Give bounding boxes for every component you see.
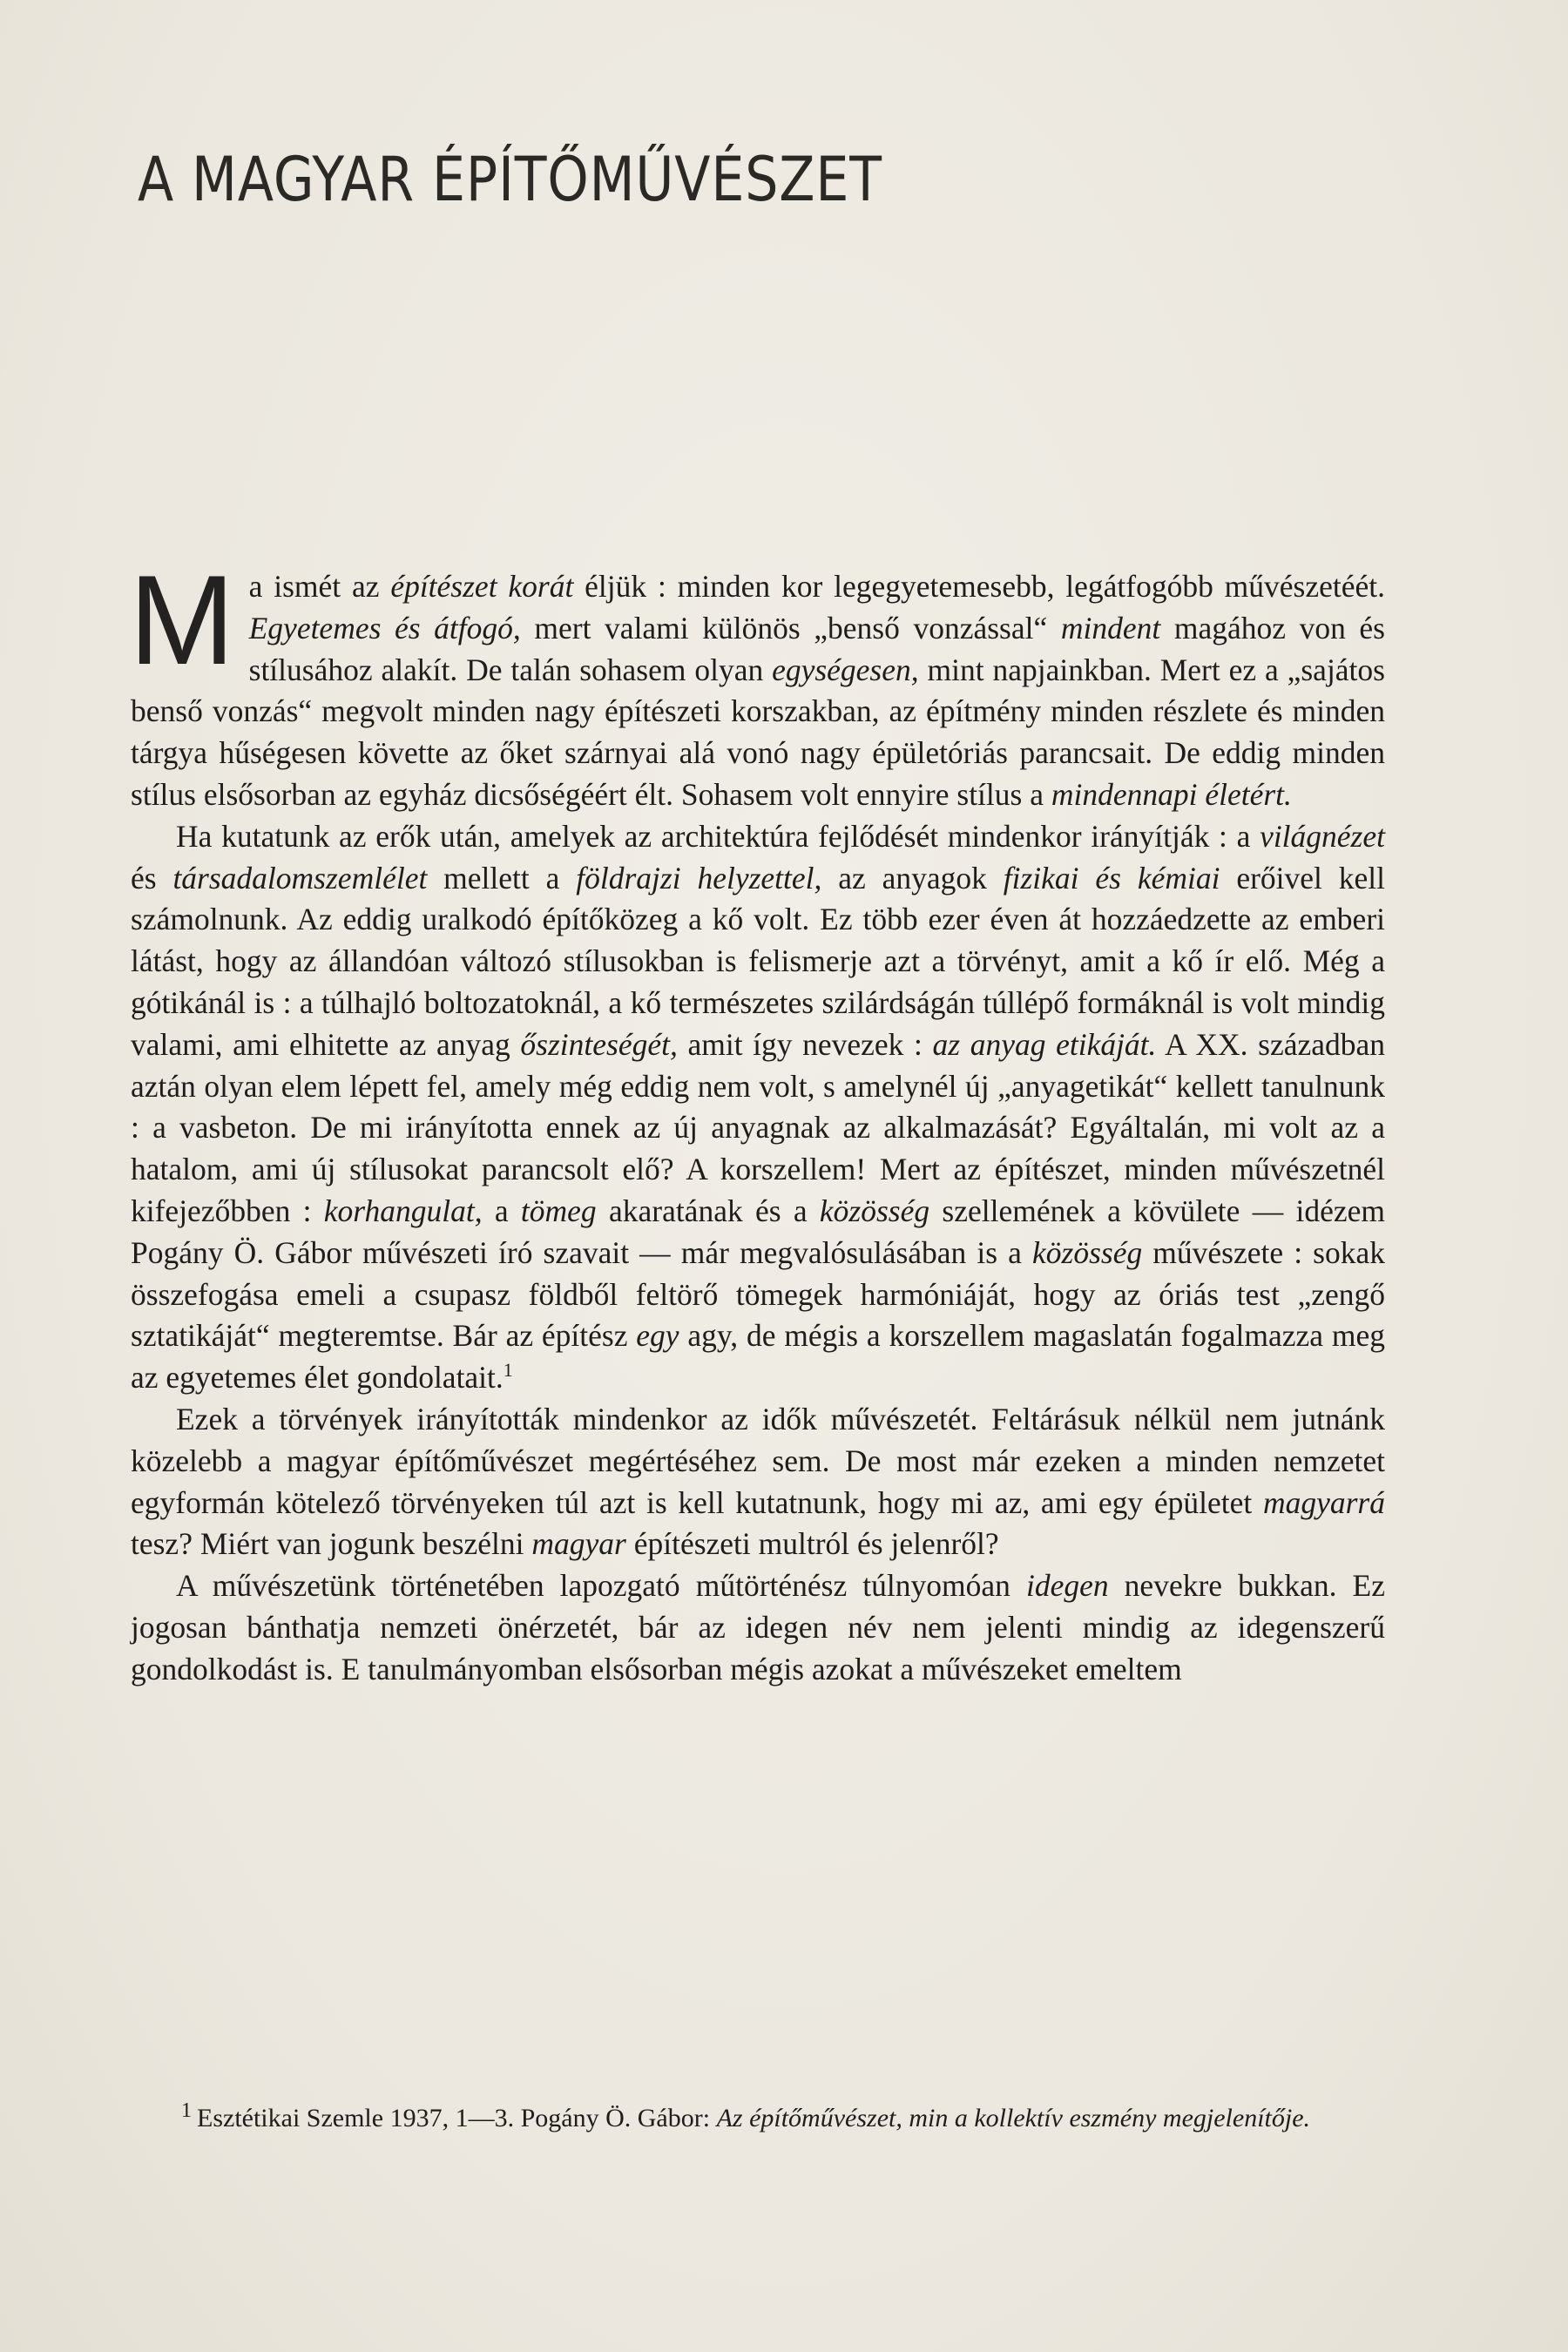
paragraph-3: Ezek a törvények irányították mindenkor az idők művészetét. Feltárásuk nélkül nem jutnánk közelebb a magyar építőművészet megértéséhez sem. De most már ezeken a minden nemzetet egyformán kötelező törvényeken túl azt is kell kutatnunk, hogy mi az, ami egy épületet magyarrá tesz? Miért van jogunk beszélni magyar építészeti multról és jelenről? (131, 1401, 1385, 1562)
page-title: A MAGYAR ÉPÍTŐMŰVÉSZET (138, 144, 882, 215)
paragraph-4: A művészetünk történetében lapozgató műtörténész túlnyomóan idegen nevekre bukkan. Ez jogosan bánthatja nemzeti önérzetét, bár az idegen név nem jelenti mindig az idegenszerű gondolkodást is. E tanulmányomban elsősorban mégis azokat a művészeket emeltem (131, 1568, 1385, 1686)
body-text (129, 549, 1386, 1691)
paragraph-1: Ma ismét az építészet korát éljük : minden kor legegyetemesebb, legátfogóbb művészetéét. Egyetemes és átfogó, mert valami különös „benső vonzással“ mindent magához von és stílusához alakít. De talán sohasem olyan egységesen, mint napjainkban. Mert ez a „sajátos benső vonzás“ megvolt minden nagy építészeti korszakban, az építmény minden részlete és minden tárgya hűségesen követte az őket szárnyai alá vonó nagy épületóriás parancsait. De eddig minden stílus elsősorban az egyház dicsőségéért élt. Sohasem volt ennyire stílus a mindennapi életért. (129, 549, 1386, 812)
footnote-ref[interactable]: 1 (503, 1359, 513, 1382)
paragraph-2: Ha kutatunk az erők után, amelyek az architektúra fejlődését mindenkor irányítják : a világnézet és társadalomszemlélet mellett a földrajzi helyzettel, az anyagok fizikai és kémiai erőivel kell számolnunk. Az eddig uralkodó építőközeg a kő volt. Ez több ezer éven át hozzáedzette az emberi látást, hogy az állandóan változó stílusokban is felismerje azt a törvényt, amit a kő ír elő. Még a gótikánál is : a túlhajló boltozatoknál, a kő természetes szilárdságán túllépő formáknál is volt mindig valami, ami elhitette az anyag őszinteségét, amit így nevezek : az anyag etikáját. A XX. században aztán olyan elem lépett fel, amely még eddig nem volt, s amelynél új „anyagetikát“ kellett tanulnunk : a vasbeton. De mi irányította ennek az új anyagnak az alkalmazását? Egyáltalán, mi volt az a hatalom, ami új stílusokat parancsolt elő? A korszellem! Mert az építészet, minden művészetnél kifejezőbben : korhangulat, a tömeg akaratának és a közösség szellemének a kövülete — idézem Pogány Ö. Gábor művészeti író szavait — már megvalósulásában is a közösség művészete : sokak összefogása emeli a csupasz földből feltörő tömegek harmóniáját, hogy az óriás test „zengő sztatikáját“ megteremtse. Bár az építész egy agy, de mégis a korszellem magaslatán fogalmazza meg az egyetemes élet gondolatait.$^1$ (131, 818, 1386, 1396)
footnote: $^1$ Esztétikai Szemle 1937, 1—3. Pogány Ö. Gábor: Az építőművészet, min a kollektív eszmény megjelenítője. (181, 2099, 1311, 2132)
drop-cap: M (129, 549, 235, 691)
footnote-number: 1 (181, 2099, 192, 2122)
